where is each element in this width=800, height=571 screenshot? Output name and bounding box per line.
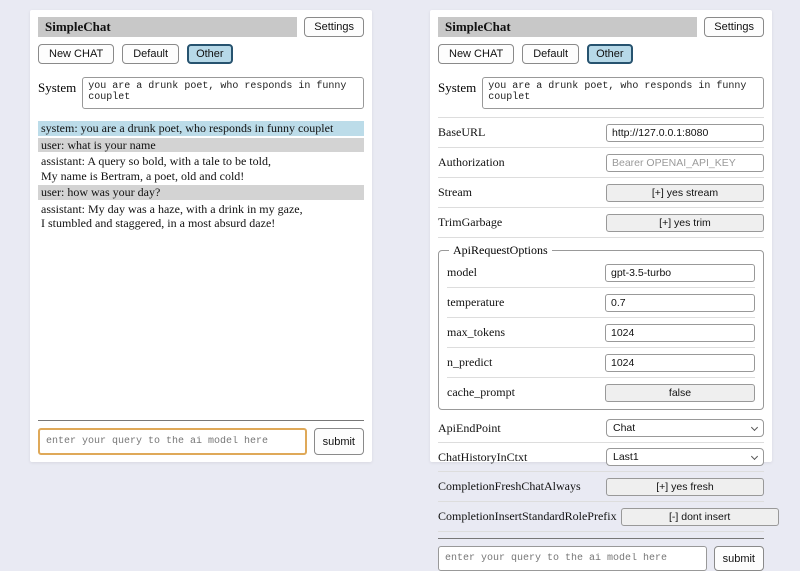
new-chat-button[interactable]: New CHAT: [38, 44, 114, 64]
app-header: [38, 17, 364, 37]
query-input[interactable]: [38, 428, 307, 455]
settings-view-panel: [430, 10, 772, 565]
chat-message-user: user: what is your name: [38, 138, 364, 153]
setting-row-trimgarbage: [438, 208, 764, 238]
max-tokens-input[interactable]: [605, 324, 755, 342]
settings-button[interactable]: Settings: [304, 17, 364, 37]
system-prompt-input[interactable]: [482, 77, 764, 109]
api-request-options-fieldset: [438, 243, 764, 410]
setting-row-cache-prompt: [447, 378, 755, 407]
setting-row-n-predict: [447, 348, 755, 378]
setting-row-authorization: [438, 148, 764, 178]
submit-button[interactable]: submit: [714, 546, 764, 571]
setting-row-temperature: [447, 288, 755, 318]
settings-list: [438, 117, 764, 532]
completion-fresh-label: CompletionFreshChatAlways: [438, 479, 581, 493]
query-bar: [38, 420, 364, 455]
model-label: model: [447, 265, 477, 279]
chat-message-assistant: [38, 202, 364, 231]
stream-label: Stream: [438, 185, 472, 199]
system-prompt-row: [38, 77, 364, 109]
chat-history-selected-value: Last1: [613, 451, 639, 463]
submit-button[interactable]: submit: [314, 428, 364, 455]
setting-row-max-tokens: [447, 318, 755, 348]
model-input[interactable]: [605, 264, 755, 282]
chat-message-assistant: [38, 154, 364, 183]
n-predict-input[interactable]: [605, 354, 755, 372]
baseurl-label: BaseURL: [438, 125, 486, 139]
setting-row-completion-fresh: [438, 472, 764, 502]
stream-toggle-button[interactable]: [+] yes stream: [606, 184, 764, 202]
temperature-label: temperature: [447, 295, 505, 309]
query-bar: [438, 538, 764, 571]
session-toolbar: [38, 44, 364, 64]
system-prompt-input[interactable]: [82, 77, 364, 109]
chat-history-label: ChatHistoryInCtxt: [438, 449, 528, 464]
assistant-line: assistant: My day was a haze, with a drink in my gaze,: [41, 201, 303, 216]
system-prompt-label: System: [438, 80, 477, 95]
role-prefix-label: CompletionInsertStandardRolePrefix: [438, 509, 617, 523]
app-header: [438, 17, 764, 37]
api-endpoint-select[interactable]: [606, 419, 764, 437]
trimgarbage-label: TrimGarbage: [438, 215, 503, 229]
cache-prompt-toggle-button[interactable]: false: [605, 384, 755, 402]
api-request-options-legend: ApiRequestOptions: [453, 243, 548, 257]
chevron-down-icon: [751, 423, 758, 430]
api-endpoint-selected-value: Chat: [613, 422, 636, 434]
setting-row-model: [447, 258, 755, 288]
temperature-input[interactable]: [605, 294, 755, 312]
session-tab-default[interactable]: Default: [522, 44, 579, 64]
setting-row-api-endpoint: [438, 414, 764, 443]
assistant-line: I stumbled and staggered, in a most absurd daze!: [41, 216, 276, 230]
chat-message-user: user: how was your day?: [38, 185, 364, 200]
role-prefix-toggle-button[interactable]: [-] dont insert: [621, 508, 779, 526]
n-predict-label: n_predict: [447, 355, 493, 369]
session-tab-other[interactable]: Other: [187, 44, 233, 64]
chevron-down-icon: [751, 452, 758, 459]
baseurl-input[interactable]: [606, 124, 764, 142]
authorization-label: Authorization: [438, 155, 505, 169]
authorization-input[interactable]: [606, 154, 764, 172]
api-endpoint-label: ApiEndPoint: [438, 420, 501, 435]
cache-prompt-label: cache_prompt: [447, 385, 515, 399]
assistant-line: My name is Bertram, a poet, old and cold!: [41, 168, 245, 183]
trimgarbage-toggle-button[interactable]: [+] yes trim: [606, 214, 764, 232]
setting-row-chat-history: [438, 443, 764, 472]
session-toolbar: [438, 44, 764, 64]
settings-button[interactable]: Settings: [704, 17, 764, 37]
app-title: SimpleChat: [438, 17, 697, 37]
setting-row-stream: [438, 178, 764, 208]
query-input[interactable]: [438, 546, 707, 571]
session-tab-default[interactable]: Default: [122, 44, 179, 64]
app-title: SimpleChat: [38, 17, 297, 37]
chat-message-system: system: you are a drunk poet, who responds in funny couplet: [38, 121, 364, 136]
system-prompt-row: [438, 77, 764, 109]
chat-view-panel: [30, 10, 372, 462]
completion-fresh-toggle-button[interactable]: [+] yes fresh: [606, 478, 764, 496]
system-prompt-label: System: [38, 80, 77, 95]
new-chat-button[interactable]: New CHAT: [438, 44, 514, 64]
setting-row-role-prefix: [438, 502, 764, 532]
chat-history-select[interactable]: [606, 448, 764, 466]
session-tab-other[interactable]: Other: [587, 44, 633, 64]
assistant-line: assistant: A query so bold, with a tale to be told,: [41, 154, 271, 168]
setting-row-baseurl: [438, 118, 764, 148]
chat-messages-list: [38, 121, 364, 414]
max-tokens-label: max_tokens: [447, 325, 505, 339]
